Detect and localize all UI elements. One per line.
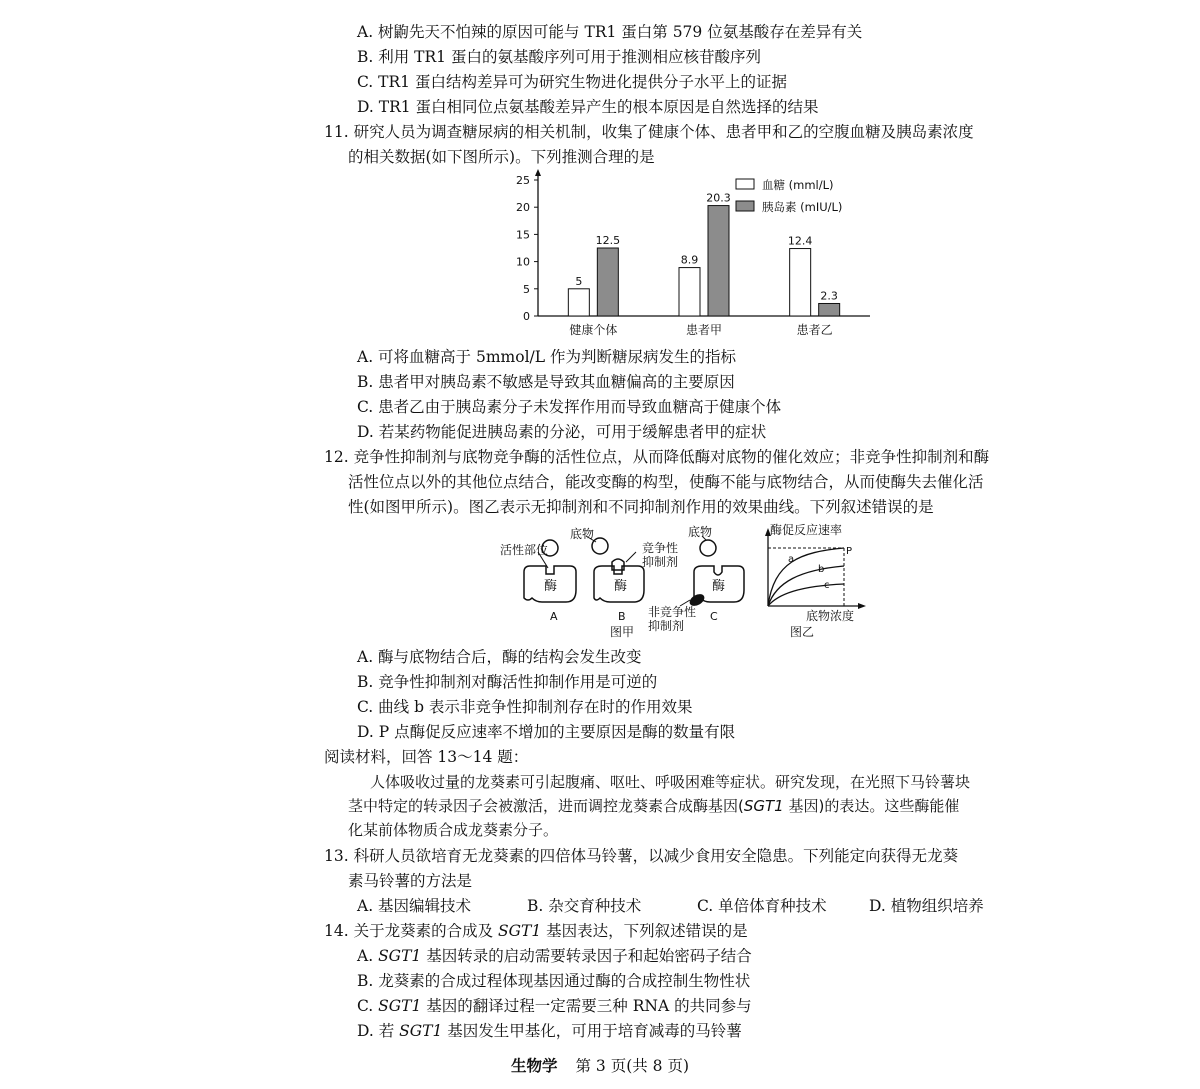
bar-glucose — [568, 289, 589, 316]
q14-option-b: B. 龙葵素的合成过程体现基因通过酶的合成控制生物性状 — [357, 972, 751, 990]
q11-stem-line2: 的相关数据(如下图所示)。下列推测合理的是 — [348, 148, 655, 166]
q12-stem-line1: 12. 竞争性抑制剂与底物竞争酶的活性位点，从而降低酶对底物的催化效应；非竞争性抑制剂和酶 — [324, 448, 990, 466]
y-tick-label: 25 — [516, 174, 530, 187]
y-tick-label: 20 — [516, 201, 530, 215]
q14-option-a: A. SGT1 基因转录的启动需要转录因子和起始密码子结合 — [357, 947, 752, 965]
x-category-label: 健康个体 — [569, 323, 618, 337]
label-competitive-1: 竞争性 — [642, 541, 679, 555]
xlabel-substrate: 底物浓度 — [806, 609, 855, 623]
y-tick-label: 15 — [516, 228, 530, 242]
label-enzyme-a: 酶 — [544, 579, 558, 594]
bar-insulin — [597, 248, 618, 316]
page-footer — [0, 1054, 1200, 1076]
q11-bar-chart — [500, 168, 880, 340]
label-c: C — [710, 610, 718, 623]
label-b: B — [618, 610, 626, 623]
q12-option-c: C. 曲线 b 表示非竞争性抑制剂存在时的作用效果 — [357, 698, 693, 716]
reading-para-line2: 茎中特定的转录因子会被激活，进而调控龙葵素合成酶基因(SGT1 基因)的表达。这些酶能催 — [348, 797, 960, 815]
figure-jia-caption: 图甲 — [610, 625, 635, 639]
bar-value-label: 12.4 — [787, 234, 813, 248]
reading-para-line3: 化某前体物质合成龙葵素分子。 — [348, 821, 559, 839]
figure-yi-caption: 图乙 — [790, 625, 815, 639]
x-category-label: 患者乙 — [796, 323, 833, 337]
q13-options-row — [357, 896, 1057, 916]
q11-option-a: A. 可将血糖高于 5mmol/L 作为判断糖尿病发生的指标 — [357, 348, 736, 366]
q12-stem-line2: 活性位点以外的其他位点结合，能改变酶的构型，使酶不能与底物结合，从而使酶失去催化活 — [348, 473, 984, 491]
gene-name: SGT1 — [498, 922, 542, 940]
legend-swatch-glucose — [736, 179, 754, 189]
y-tick-label: 5 — [523, 282, 530, 296]
y-axis-arrow — [535, 169, 541, 176]
substrate-circle-c — [700, 540, 716, 556]
x-category-label: 患者甲 — [685, 323, 723, 337]
figure-jia — [490, 522, 760, 640]
label-substrate-c: 底物 — [688, 525, 713, 539]
q10-option-c: C. TR1 蛋白结构差异可为研究生物进化提供分子水平上的证据 — [357, 73, 787, 91]
q13-option-d: D. 植物组织培养 — [869, 897, 984, 915]
figure-yi — [760, 522, 870, 640]
q12-option-d: D. P 点酶促反应速率不增加的主要原因是酶的数量有限 — [357, 723, 736, 741]
q12-stem-line3: 性(如图甲所示)。图乙表示无抑制剂和不同抑制剂作用的效果曲线。下列叙述错误的是 — [348, 498, 934, 516]
q11-stem-line1: 11. 研究人员为调查糖尿病的相关机制，收集了健康个体、患者甲和乙的空腹血糖及胰岛素浓度 — [324, 123, 974, 141]
q13-option-c: C. 单倍体育种技术 — [697, 897, 827, 915]
label-enzyme-c: 酶 — [712, 579, 726, 594]
reading-intro: 阅读材料，回答 13～14 题： — [324, 748, 529, 766]
q11-option-c: C. 患者乙由于胰岛素分子未发挥作用而导致血糖高于健康个体 — [357, 398, 782, 416]
q13-stem-line2: 素马铃薯的方法是 — [348, 872, 473, 890]
label-a: A — [550, 610, 558, 623]
q14-option-d: D. 若 SGT1 基因发生甲基化，可用于培育减毒的马铃薯 — [357, 1022, 742, 1040]
q10-option-d: D. TR1 蛋白相同位点氨基酸差异产生的根本原因是自然选择的结果 — [357, 98, 819, 116]
curve-c-label: c — [824, 580, 830, 591]
bar-value-label: 12.5 — [595, 234, 621, 247]
bar-insulin — [819, 303, 840, 316]
bar-value-label: 8.9 — [680, 253, 699, 267]
label-competitive-2: 抑制剂 — [642, 555, 679, 569]
legend-label: 胰岛素 (mIU/L) — [762, 200, 843, 214]
point-p-label: P — [846, 546, 853, 557]
footer-page-number: 第 3 页(共 8 页) — [575, 1057, 690, 1075]
gene-name: SGT1 — [743, 797, 784, 815]
q13-stem-line1: 13. 科研人员欲培育无龙葵素的四倍体马铃薯，以减少食用安全隐患。下列能定向获得无龙葵 — [324, 847, 959, 865]
substrate-circle-b — [592, 538, 608, 554]
label-substrate: 底物 — [570, 527, 595, 541]
reading-para-line1: 人体吸收过量的龙葵素可引起腹痛、呕吐、呼吸困难等症状。研究发现，在光照下马铃薯块 — [370, 773, 971, 791]
bar-value-label: 2.3 — [820, 289, 838, 303]
q14-stem: 14. 关于龙葵素的合成及 SGT1 基因表达，下列叙述错误的是 — [324, 922, 748, 940]
curve-b-label: b — [818, 564, 825, 575]
q11-option-b: B. 患者甲对胰岛素不敏感是导致其血糖偏高的主要原因 — [357, 373, 735, 391]
bar-value-label: 20.3 — [706, 191, 731, 205]
y-tick-label: 10 — [516, 255, 530, 269]
q10-option-b: B. 利用 TR1 蛋白的氨基酸序列可用于推测相应核苷酸序列 — [357, 48, 761, 66]
label-noncompetitive-2: 抑制剂 — [648, 619, 685, 633]
curve-b — [768, 566, 844, 606]
ylabel-rate: 酶促反应速率 — [770, 523, 843, 537]
label-enzyme-b: 酶 — [614, 579, 628, 594]
bar-glucose — [679, 268, 700, 316]
bar-insulin — [708, 206, 729, 316]
y-tick-label: 0 — [523, 310, 530, 323]
q10-option-a: A. 树鼩先天不怕辣的原因可能与 TR1 蛋白第 579 位氨基酸存在差异有关 — [357, 23, 863, 41]
q13-option-a: A. 基因编辑技术 — [357, 897, 472, 915]
bar-glucose — [790, 249, 811, 316]
legend-label: 血糖 (mml/L) — [762, 178, 834, 192]
q12-option-b: B. 竞争性抑制剂对酶活性抑制作用是可逆的 — [357, 673, 658, 691]
q13-option-b: B. 杂交育种技术 — [527, 897, 642, 915]
legend-swatch-insulin — [736, 201, 754, 211]
footer-subject: 生物学 — [510, 1056, 558, 1075]
label-active-site: 活性部位 — [500, 543, 549, 557]
q12-option-a: A. 酶与底物结合后，酶的结构会发生改变 — [357, 648, 642, 666]
q11-option-d: D. 若某药物能促进胰岛素的分泌，可用于缓解患者甲的症状 — [357, 423, 767, 441]
curve-a-label: a — [788, 554, 795, 565]
bar-value-label: 5 — [575, 274, 583, 288]
q14-option-c: C. SGT1 基因的翻译过程一定需要三种 RNA 的共同参与 — [357, 997, 752, 1015]
label-noncompetitive-1: 非竞争性 — [648, 605, 697, 619]
